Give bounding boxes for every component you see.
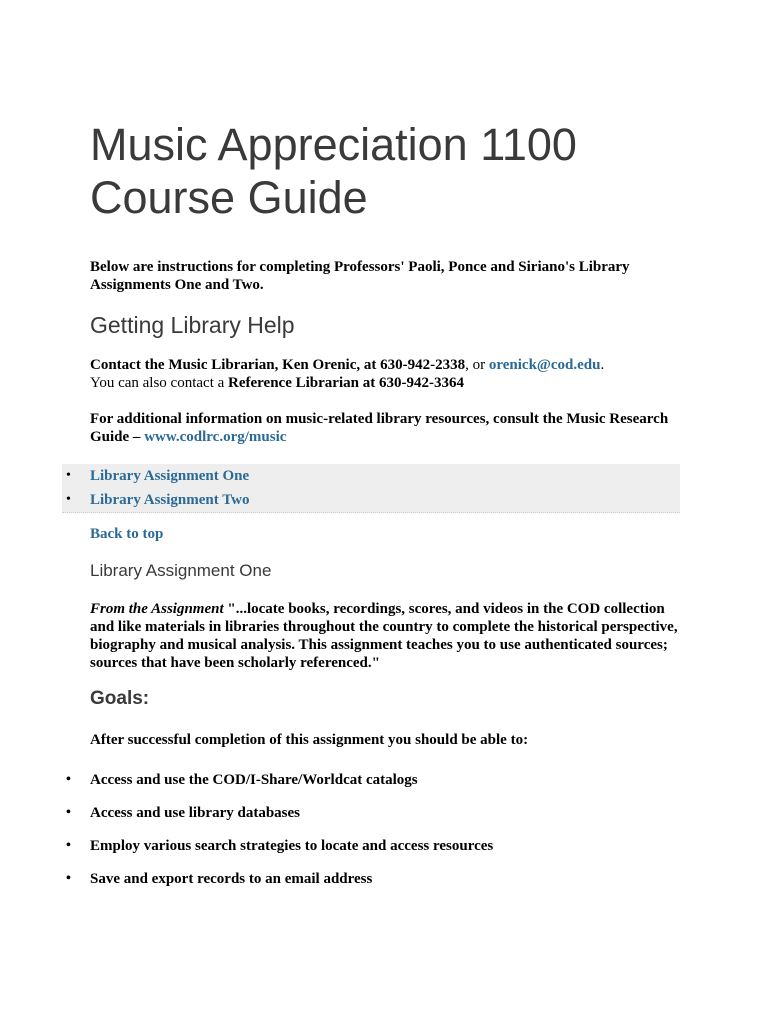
assignment-quote-paragraph bbox=[90, 600, 682, 672]
assignment-quote-label: From the Assignment bbox=[90, 601, 224, 617]
toc-item-assignment-two bbox=[62, 488, 680, 512]
page-title bbox=[90, 118, 730, 224]
contact-period: . bbox=[600, 357, 605, 373]
toc-item-assignment-one bbox=[62, 464, 680, 488]
librarian-email-link[interactable]: orenick@cod.edu bbox=[488, 357, 601, 373]
list-item bbox=[62, 837, 702, 870]
contact-paragraph bbox=[90, 356, 690, 392]
goal-text: Employ various search strategies to locate and access resources bbox=[90, 838, 494, 854]
intro-paragraph: Below are instructions for completing Professors' Paoli, Ponce and Siriano's Library Assignments One and Two. bbox=[90, 259, 630, 293]
bullet-icon: • bbox=[66, 468, 71, 483]
bullet-icon: • bbox=[66, 492, 71, 507]
back-to-top-link[interactable]: Back to top bbox=[90, 526, 164, 542]
contact-music-librarian: Contact the Music Librarian, Ken Orenic, at 630-942-2338 bbox=[90, 357, 466, 373]
getting-help-heading: Getting Library Help bbox=[90, 312, 295, 338]
assignment-quote-text: "...locate books, recordings, scores, and videos in the COD collection and like materials in libraries throughout the country to complete the historical perspective, biography and musical analysis. This assignment teaches you to use authenticated sources; sources that have been scholarly referenced." bbox=[90, 601, 678, 671]
table-of-contents bbox=[62, 464, 680, 513]
goal-text: Access and use library databases bbox=[90, 805, 301, 821]
list-item bbox=[62, 870, 702, 903]
list-item bbox=[62, 771, 702, 804]
reference-librarian-phone: Reference Librarian at 630-942-3364 bbox=[228, 375, 464, 391]
goal-text: Access and use the COD/I-Share/Worldcat catalogs bbox=[90, 772, 418, 788]
toc-link-assignment-one[interactable]: Library Assignment One bbox=[90, 468, 250, 484]
page-title-line-1: Music Appreciation 1100 bbox=[90, 119, 577, 170]
page-title-line-2: Course Guide bbox=[90, 172, 368, 223]
goal-text: Save and export records to an email address bbox=[90, 871, 373, 887]
goals-intro: After successful completion of this assignment you should be able to: bbox=[90, 732, 529, 748]
toc-link-assignment-two[interactable]: Library Assignment Two bbox=[90, 492, 250, 508]
bullet-icon: • bbox=[66, 838, 71, 853]
goals-list bbox=[62, 771, 702, 903]
contact-or: , or bbox=[465, 357, 489, 373]
goals-heading: Goals: bbox=[90, 688, 150, 709]
music-research-guide-link[interactable]: www.codlrc.org/music bbox=[144, 429, 287, 445]
additional-info-text: For additional information on music-related library resources, consult the Music Research Guide – bbox=[90, 411, 669, 445]
list-item bbox=[62, 804, 702, 837]
bullet-icon: • bbox=[66, 805, 71, 820]
reference-prefix: You can also contact a bbox=[90, 375, 229, 391]
bullet-icon: • bbox=[66, 871, 71, 886]
assignment-one-heading: Library Assignment One bbox=[90, 561, 272, 580]
additional-info-paragraph bbox=[90, 410, 690, 446]
bullet-icon: • bbox=[66, 772, 71, 787]
